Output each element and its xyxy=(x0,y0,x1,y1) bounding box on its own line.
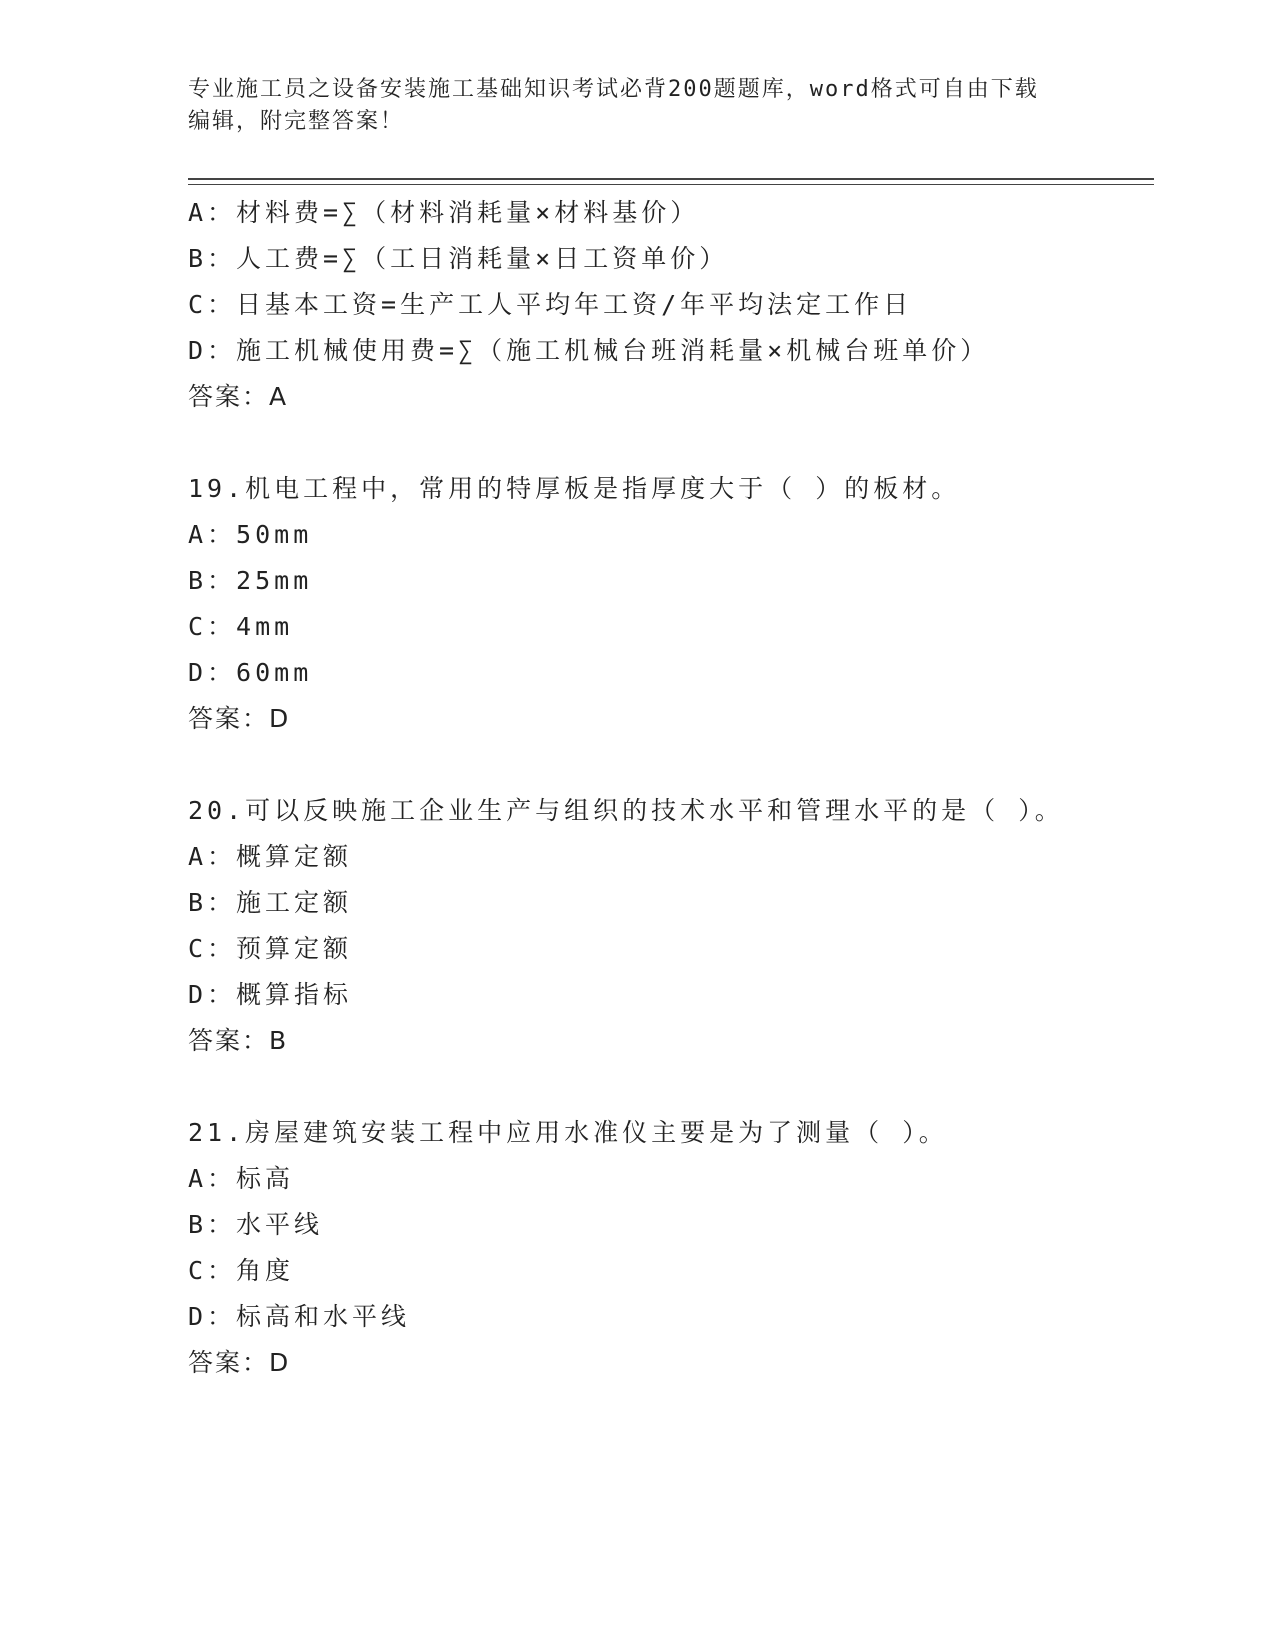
spacer xyxy=(188,1064,1148,1110)
question-block-20 xyxy=(188,788,1148,1064)
question-block-19 xyxy=(188,466,1148,742)
option-b: B：水平线 xyxy=(188,1210,324,1239)
answer-line: 答案：D xyxy=(188,704,291,733)
option-c: C：4mm xyxy=(188,612,294,641)
option-b: B：人工费=∑（工日消耗量×日工资单价） xyxy=(188,244,729,273)
document-header xyxy=(188,74,1068,138)
option-a: A：概算定额 xyxy=(188,842,353,871)
question-block-21 xyxy=(188,1110,1148,1386)
spacer xyxy=(188,742,1148,788)
answer-line: 答案：A xyxy=(188,382,289,411)
option-d: D：60mm xyxy=(188,658,313,687)
spacer xyxy=(188,420,1148,466)
option-a: A：标高 xyxy=(188,1164,295,1193)
option-d: D：标高和水平线 xyxy=(188,1302,411,1331)
option-c: C：日基本工资=生产工人平均年工资/年平均法定工作日 xyxy=(188,290,913,319)
answer-line: 答案：B xyxy=(188,1026,289,1055)
question-text: 21.房屋建筑安装工程中应用水准仪主要是为了测量（ ）。 xyxy=(188,1118,948,1147)
option-c: C：预算定额 xyxy=(188,934,353,963)
question-text: 19.机电工程中，常用的特厚板是指厚度大于（ ）的板材。 xyxy=(188,474,961,503)
header-divider xyxy=(188,178,1154,185)
question-text: 20.可以反映施工企业生产与组织的技术水平和管理水平的是（ ）。 xyxy=(188,796,1064,825)
question-block-18 xyxy=(188,190,1148,420)
option-d: D：概算指标 xyxy=(188,980,353,1009)
option-a: A：50mm xyxy=(188,520,313,549)
option-b: B：施工定额 xyxy=(188,888,353,917)
header-title-line-2: 编辑，附完整答案！ xyxy=(188,109,405,134)
answer-line: 答案：D xyxy=(188,1348,291,1377)
option-a: A：材料费=∑（材料消耗量×材料基价） xyxy=(188,198,700,227)
option-d: D：施工机械使用费=∑（施工机械台班消耗量×机械台班单价） xyxy=(188,336,990,365)
header-title-line-1: 专业施工员之设备安装施工基础知识考试必背200题题库，word格式可自由下载 xyxy=(188,77,1039,102)
option-b: B：25mm xyxy=(188,566,313,595)
question-list xyxy=(188,190,1148,1386)
option-c: C：角度 xyxy=(188,1256,295,1285)
